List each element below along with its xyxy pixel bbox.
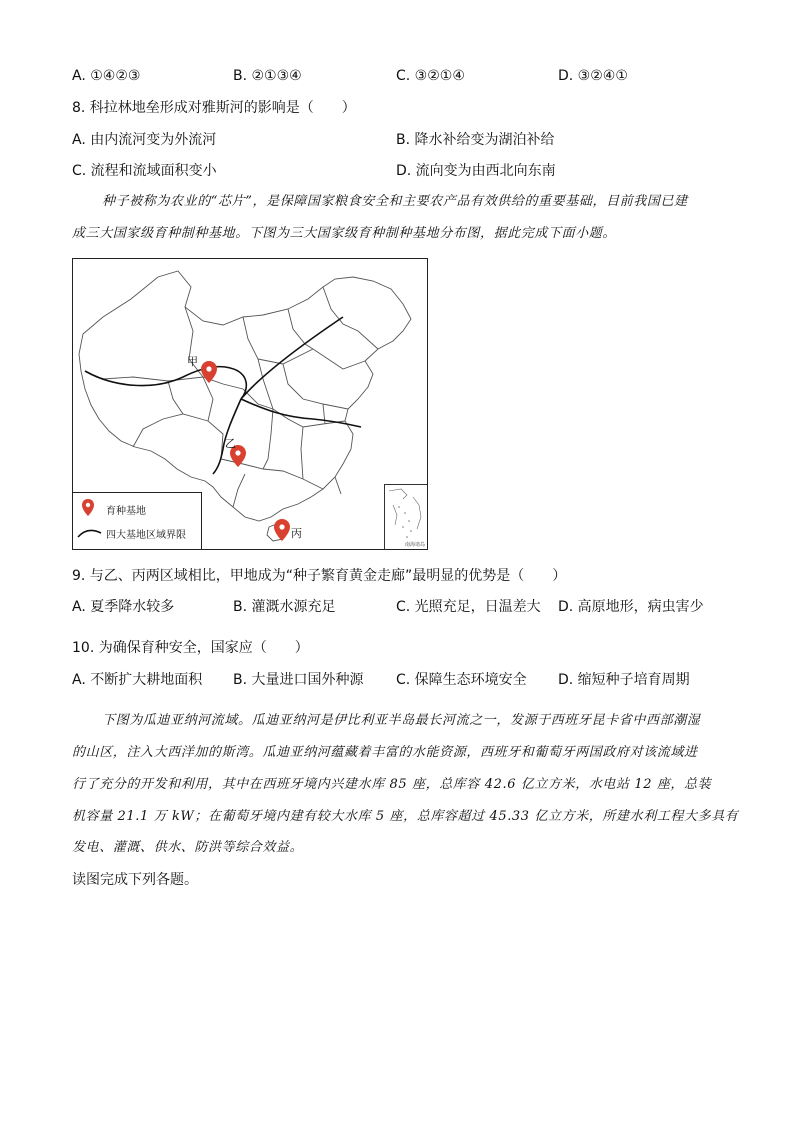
passage2-line-1: 下图为瓜迪亚纳河流域。瓜迪亚纳河是伊比利亚半岛最长河流之一，发源于西班牙昆卡省中西部潮湿 — [102, 713, 701, 728]
q8-option-c: C. 流程和流域面积变小 — [72, 163, 217, 179]
marker-bing — [274, 519, 290, 541]
seed-base-map — [72, 258, 428, 550]
q10-option-d: D. 缩短种子培育周期 — [558, 672, 690, 688]
q9-stem: 9. 与乙、丙两区域相比，甲地成为“种子繁育黄金走廊”最明显的优势是（ ） — [72, 568, 567, 584]
legend-symbols — [73, 493, 103, 550]
q7-option-c: C. ③②①④ — [396, 68, 465, 84]
q9-option-a: A. 夏季降水较多 — [72, 599, 175, 615]
passage2-line-2: 的山区，注入大西洋加的斯湾。瓜迪亚纳河蕴藏着丰富的水能资源，西班牙和葡萄牙两国政府对该流域进 — [72, 745, 698, 760]
q10-stem: 10. 为确保育种安全，国家应（ ） — [72, 640, 309, 656]
legend-boundary-icon — [78, 530, 101, 537]
map-legend — [73, 492, 202, 550]
legend-base-label: 育种基地 — [106, 506, 146, 517]
q9-option-c: C. 光照充足，日温差大 — [396, 599, 541, 615]
instruction-text: 读图完成下列各题。 — [72, 872, 198, 888]
q8-option-a: A. 由内流河变为外流河 — [72, 132, 217, 148]
label-bing: 丙 — [291, 527, 302, 540]
q10-option-b: B. 大量进口国外种源 — [233, 672, 364, 688]
q8-stem: 8. 科拉林地垒形成对雅斯河的影响是（ ） — [72, 100, 356, 116]
q9-option-d: D. 高原地形，病虫害少 — [558, 599, 704, 615]
q8-option-d: D. 流向变为由西北向东南 — [396, 163, 556, 179]
q7-option-d: D. ③②④① — [558, 68, 628, 84]
passage2-line-4: 机容量 21.1 万 kW；在葡萄牙境内建有较大水库 5 座，总库容超过 45.33 亿立方米，所建水利工程大多具有 — [72, 809, 739, 824]
inset-caption: 南海诸岛 — [404, 542, 425, 548]
q10-option-a: A. 不断扩大耕地面积 — [72, 672, 203, 688]
marker-jia — [201, 361, 217, 383]
south-china-sea-inset — [384, 484, 427, 549]
q10-option-c: C. 保障生态环境安全 — [396, 672, 527, 688]
label-yi: 乙 — [225, 437, 236, 450]
legend-boundary-label: 四大基地区域界限 — [106, 530, 186, 541]
passage2-line-5: 发电、灌溉、供水、防洪等综合效益。 — [72, 840, 304, 855]
q7-option-b: B. ②①③④ — [233, 68, 302, 84]
q8-option-b: B. 降水补给变为湖泊补给 — [396, 132, 555, 148]
inset-islands — [385, 485, 427, 549]
passage1-line-2: 成三大国家级育种制种基地。下图为三大国家级育种制种基地分布图，据此完成下面小题。 — [72, 226, 617, 241]
legend-marker-icon — [82, 499, 94, 516]
q7-option-a: A. ①④②③ — [72, 68, 141, 84]
q9-option-b: B. 灌溉水源充足 — [233, 599, 336, 615]
passage1-line-1: 种子被称为农业的“芯片”，是保障国家粮食安全和主要农产品有效供给的重要基础，目前我国已建 — [102, 194, 688, 209]
passage2-line-3: 行了充分的开发和利用，其中在西班牙境内兴建水库 85 座，总库容 42.6 亿立方米，水电站 12 座，总装 — [72, 777, 712, 792]
label-jia: 甲 — [187, 355, 198, 368]
